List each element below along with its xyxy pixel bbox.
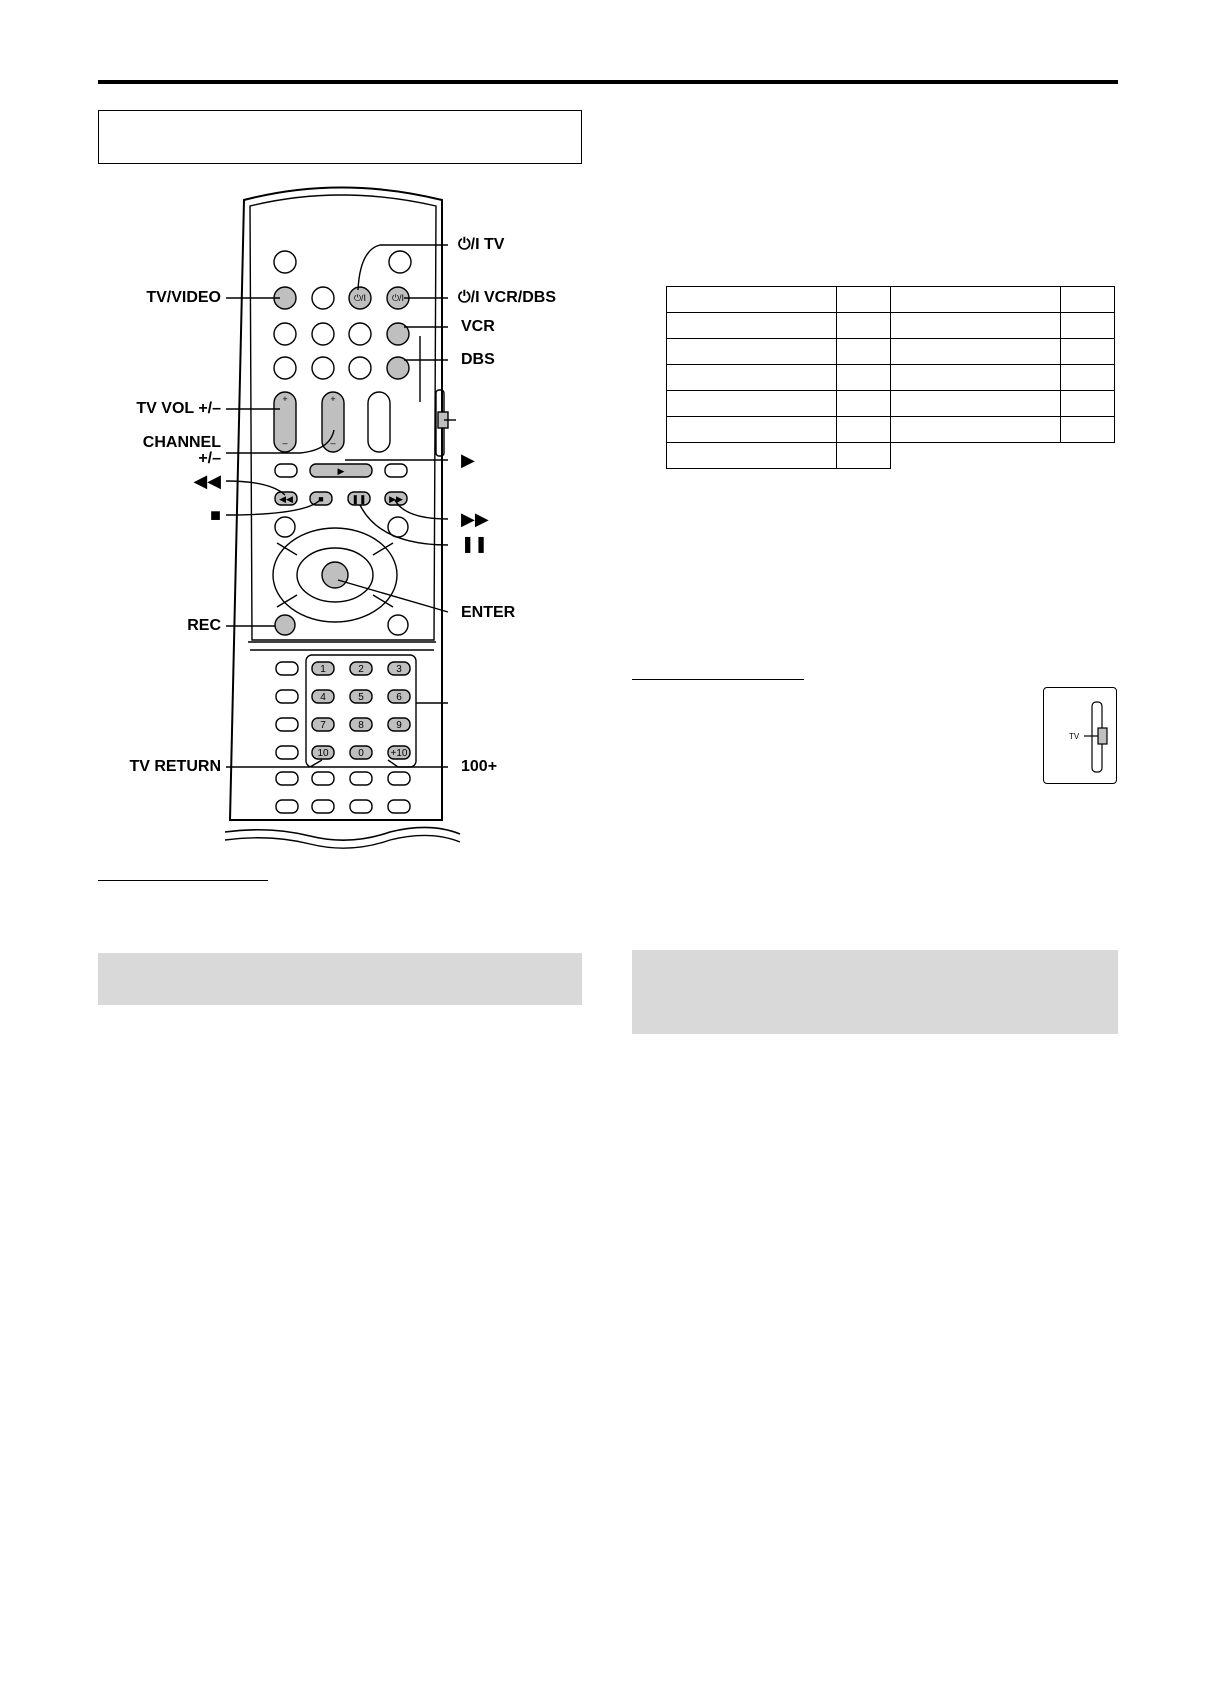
callout-tv-vol: TV VOL +/– [136, 400, 221, 417]
keypad-digit: 2 [358, 664, 364, 675]
callout-pause: ❚❚ [461, 536, 488, 553]
svg-text:–: – [282, 438, 288, 448]
section-heading-bar-left [98, 953, 582, 1005]
keypad-digit: 0 [358, 748, 364, 759]
svg-text:❚❚: ❚❚ [351, 494, 367, 504]
svg-text:◀◀: ◀◀ [279, 494, 293, 504]
callout-play: ▶ [461, 450, 475, 470]
table-row [667, 365, 1115, 391]
svg-text:▶▶: ▶▶ [389, 494, 403, 504]
svg-text:–: – [330, 438, 336, 448]
callout-tv-return: TV RETURN [129, 758, 221, 775]
table-row [667, 443, 1115, 469]
table-row [667, 287, 1115, 313]
note-rule-right [632, 679, 804, 680]
callout-power-tv: ⏻/I TV [458, 236, 505, 253]
mode-switch-illustration [1043, 687, 1117, 784]
callout-channel-sub: +/– [198, 450, 221, 467]
callout-stop: ■ [210, 505, 221, 525]
svg-text:⏻/I: ⏻/I [353, 293, 367, 303]
callout-vcr: VCR [461, 318, 495, 335]
svg-text:⏻/I: ⏻/I [391, 293, 405, 303]
svg-text:+: + [330, 394, 336, 404]
callout-rewind: ◀◀ [193, 471, 221, 491]
callout-channel: CHANNEL [142, 434, 221, 451]
keypad-digit: 7 [320, 720, 326, 731]
keypad-digit: 3 [396, 664, 402, 675]
callout-tv-video: TV/VIDEO [146, 289, 221, 306]
svg-text:+: + [282, 394, 288, 404]
callout-100-plus: 100+ [461, 758, 498, 775]
callout-dbs: DBS [461, 351, 495, 368]
section-heading-bar-right [632, 950, 1118, 1034]
manufacturer-code-table [666, 286, 1115, 469]
callout-enter: ENTER [461, 604, 516, 621]
table-row [667, 313, 1115, 339]
keypad-digit: +10 [390, 748, 408, 759]
switch-tv-label: TV [1069, 732, 1080, 741]
svg-text:▶: ▶ [337, 466, 345, 476]
keypad-digit: 4 [320, 692, 326, 703]
keypad-digit: 10 [317, 748, 329, 759]
callout-fast-forward: ▶▶ [461, 509, 489, 529]
table-row [667, 391, 1115, 417]
keypad-digit: 5 [358, 692, 364, 703]
callout-power-vcr-dbs: ⏻/I VCR/DBS [458, 289, 556, 306]
keypad-digit: 9 [396, 720, 402, 731]
keypad-digit: 6 [396, 692, 402, 703]
note-rule-left [98, 880, 268, 881]
callout-rec: REC [187, 617, 221, 634]
svg-text:■: ■ [318, 494, 324, 504]
keypad-digit: 1 [320, 664, 326, 675]
table-row [667, 417, 1115, 443]
table-row [667, 339, 1115, 365]
keypad-digit: 8 [358, 720, 364, 731]
